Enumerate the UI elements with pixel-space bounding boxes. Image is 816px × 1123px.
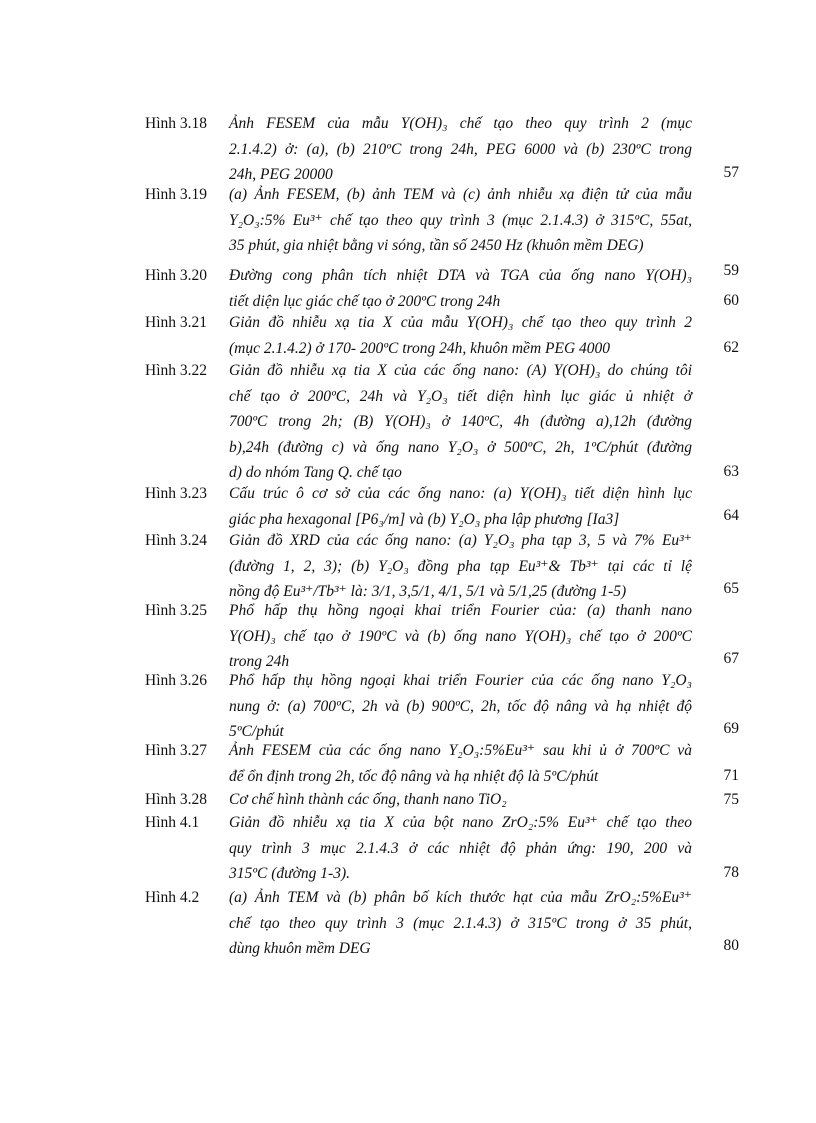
figure-number: Hình 3.23 xyxy=(145,485,207,502)
figure-number: Hình 3.20 xyxy=(145,267,207,284)
caption-line: chế tạo ở 200ºC, 24h và Y₂O₃ tiết diện hình lục giác ủ nhiệt ở xyxy=(229,387,692,405)
caption-line: 24h, PEG 20000 xyxy=(229,166,333,183)
caption-line: (đường 1, 2, 3); (b) Y₂O₃ đồng pha tạp Eu³⁺& Tb³⁺ tại các tỉ lệ xyxy=(229,557,692,575)
page-number: 69 xyxy=(723,720,739,737)
page-number: 78 xyxy=(723,864,739,881)
caption-line: (mục 2.1.4.2) ở 170- 200ºC trong 24h, khuôn mềm PEG 4000 xyxy=(229,339,611,357)
figure-caption xyxy=(229,310,692,361)
caption-line: quy trình 3 mục 2.1.4.3 ở các nhiệt độ phản ứng: 190, 200 và xyxy=(229,839,692,857)
page-number: 60 xyxy=(723,292,739,309)
caption-line: Phổ hấp thụ hồng ngoại khai triển Fourier của các ống nano Y₂O₃ xyxy=(229,672,692,689)
figure-number: Hình 3.27 xyxy=(145,742,207,759)
caption-line: 35 phút, gia nhiệt bằng vi sóng, tần số 2450 Hz (khuôn mềm DEG) xyxy=(229,237,644,254)
caption-line: trong 24h xyxy=(229,653,290,670)
figure-caption xyxy=(229,810,692,887)
figure-number: Hình 3.25 xyxy=(145,602,207,619)
caption-line: dùng khuôn mềm DEG xyxy=(229,940,371,957)
figure-caption xyxy=(229,263,692,314)
figure-caption xyxy=(229,481,692,532)
caption-line: (a) Ảnh TEM và (b) phân bố kích thước hạt của mẫu ZrO₂:5%Eu³⁺ xyxy=(229,889,692,906)
caption-line: d) do nhóm Tang Q. chế tạo xyxy=(229,464,402,481)
figure-caption xyxy=(229,668,692,745)
page-number: 71 xyxy=(723,767,739,784)
figure-number: Hình 4.1 xyxy=(145,814,200,831)
figure-caption xyxy=(229,358,692,486)
caption-line: Đường cong phân tích nhiệt DTA và TGA của ống nano Y(OH)₃ xyxy=(229,267,692,284)
figure-caption xyxy=(229,738,692,789)
figure-number: Hình 3.24 xyxy=(145,532,207,549)
caption-line: Ảnh FESEM của các ống nano Y₂O₃:5%Eu³⁺ sau khi ủ ở 700ºC và xyxy=(229,742,692,759)
page-number: 65 xyxy=(723,580,739,597)
caption-line: b),24h (đường c) và ống nano Y₂O₃ ở 500ºC, 2h, 1ºC/phút (đường xyxy=(229,438,692,456)
figure-caption xyxy=(229,598,692,675)
caption-line: để ổn định trong 2h, tốc độ nâng và hạ nhiệt độ là 5ºC/phút xyxy=(229,767,599,785)
page-number: 80 xyxy=(723,937,739,954)
caption-line: chế tạo theo quy trình 3 (mục 2.1.4.3) ở 315ºC trong ở 35 phút, xyxy=(229,914,692,932)
caption-line: Giản đồ XRD của các ống nano: (a) Y₂O₃ pha tạp 3, 5 và 7% Eu³⁺ xyxy=(229,532,692,549)
figure-caption xyxy=(229,885,692,962)
caption-line: nồng độ Eu³⁺/Tb³⁺ là: 3/1, 3,5/1, 4/1, 5/1 và 5/1,25 (đường 1-5) xyxy=(229,583,627,600)
caption-line: giác pha hexagonal [P6₃/m] và (b) Y₂O₃ pha lập phương [Ia3] xyxy=(229,510,620,528)
caption-line: 2.1.4.2) ở: (a), (b) 210ºC trong 24h, PEG 6000 và (b) 230ºC trong xyxy=(229,140,692,158)
figure-caption xyxy=(229,182,692,259)
caption-line: 5ºC/phút xyxy=(229,723,284,740)
figure-caption xyxy=(229,111,692,188)
caption-line: 700ºC trong 2h; (B) Y(OH)₃ ở 140ºC, 4h (đường a),12h (đường xyxy=(229,413,692,430)
figure-number: Hình 3.19 xyxy=(145,186,207,203)
caption-line: Phổ hấp thụ hồng ngoại khai triển Fourier của: (a) thanh nano xyxy=(229,602,692,619)
page-number: 59 xyxy=(723,262,739,279)
caption-line: Y₂O₃:5% Eu³⁺ chế tạo theo quy trình 3 (mục 2.1.4.3) ở 315ºC, 55at, xyxy=(229,211,692,229)
caption-line: nung ở: (a) 700ºC, 2h và (b) 900ºC, 2h, tốc độ nâng và hạ nhiệt độ xyxy=(229,697,692,715)
page-number: 67 xyxy=(723,650,739,667)
caption-line: Cấu trúc ô cơ sở của các ống nano: (a) Y(OH)₃ tiết diện hình lục xyxy=(229,485,692,502)
figure-number: Hình 3.26 xyxy=(145,672,207,689)
caption-line: (a) Ảnh FESEM, (b) ảnh TEM và (c) ảnh nhiễu xạ điện tử của mẫu xyxy=(229,186,692,203)
figure-number: Hình 3.28 xyxy=(145,791,207,808)
caption-line: tiết diện lục giác chế tạo ở 200ºC trong 24h xyxy=(229,292,501,310)
caption-line: Giản đồ nhiễu xạ tia X của bột nano ZrO₂:5% Eu³⁺ chế tạo theo xyxy=(229,814,692,831)
page-number: 64 xyxy=(723,507,739,524)
page-number: 62 xyxy=(723,339,739,356)
caption-line: 315ºC (đường 1-3). xyxy=(229,865,350,882)
figure-number: Hình 3.22 xyxy=(145,362,207,379)
caption-line: Cơ chế hình thành các ống, thanh nano TiO₂ xyxy=(229,791,507,808)
figure-number: Hình 3.18 xyxy=(145,115,207,132)
figure-number: Hình 3.21 xyxy=(145,314,207,331)
figure-caption xyxy=(229,787,692,813)
page-number: 57 xyxy=(723,164,739,181)
figure-number: Hình 4.2 xyxy=(145,889,200,906)
figure-caption xyxy=(229,528,692,605)
page-number: 75 xyxy=(723,791,739,808)
caption-line: Giản đồ nhiễu xạ tia X của mẫu Y(OH)₃ chế tạo theo quy trình 2 xyxy=(229,314,692,331)
caption-line: Ảnh FESEM của mẫu Y(OH)₃ chế tạo theo quy trình 2 (mục xyxy=(229,115,692,132)
page-number: 63 xyxy=(723,463,739,480)
caption-line: Giản đồ nhiễu xạ tia X của các ống nano: (A) Y(OH)₃ do chúng tôi xyxy=(229,362,692,379)
caption-line: Y(OH)₃ chế tạo ở 190ºC và (b) ống nano Y(OH)₃ chế tạo ở 200ºC xyxy=(229,627,692,645)
